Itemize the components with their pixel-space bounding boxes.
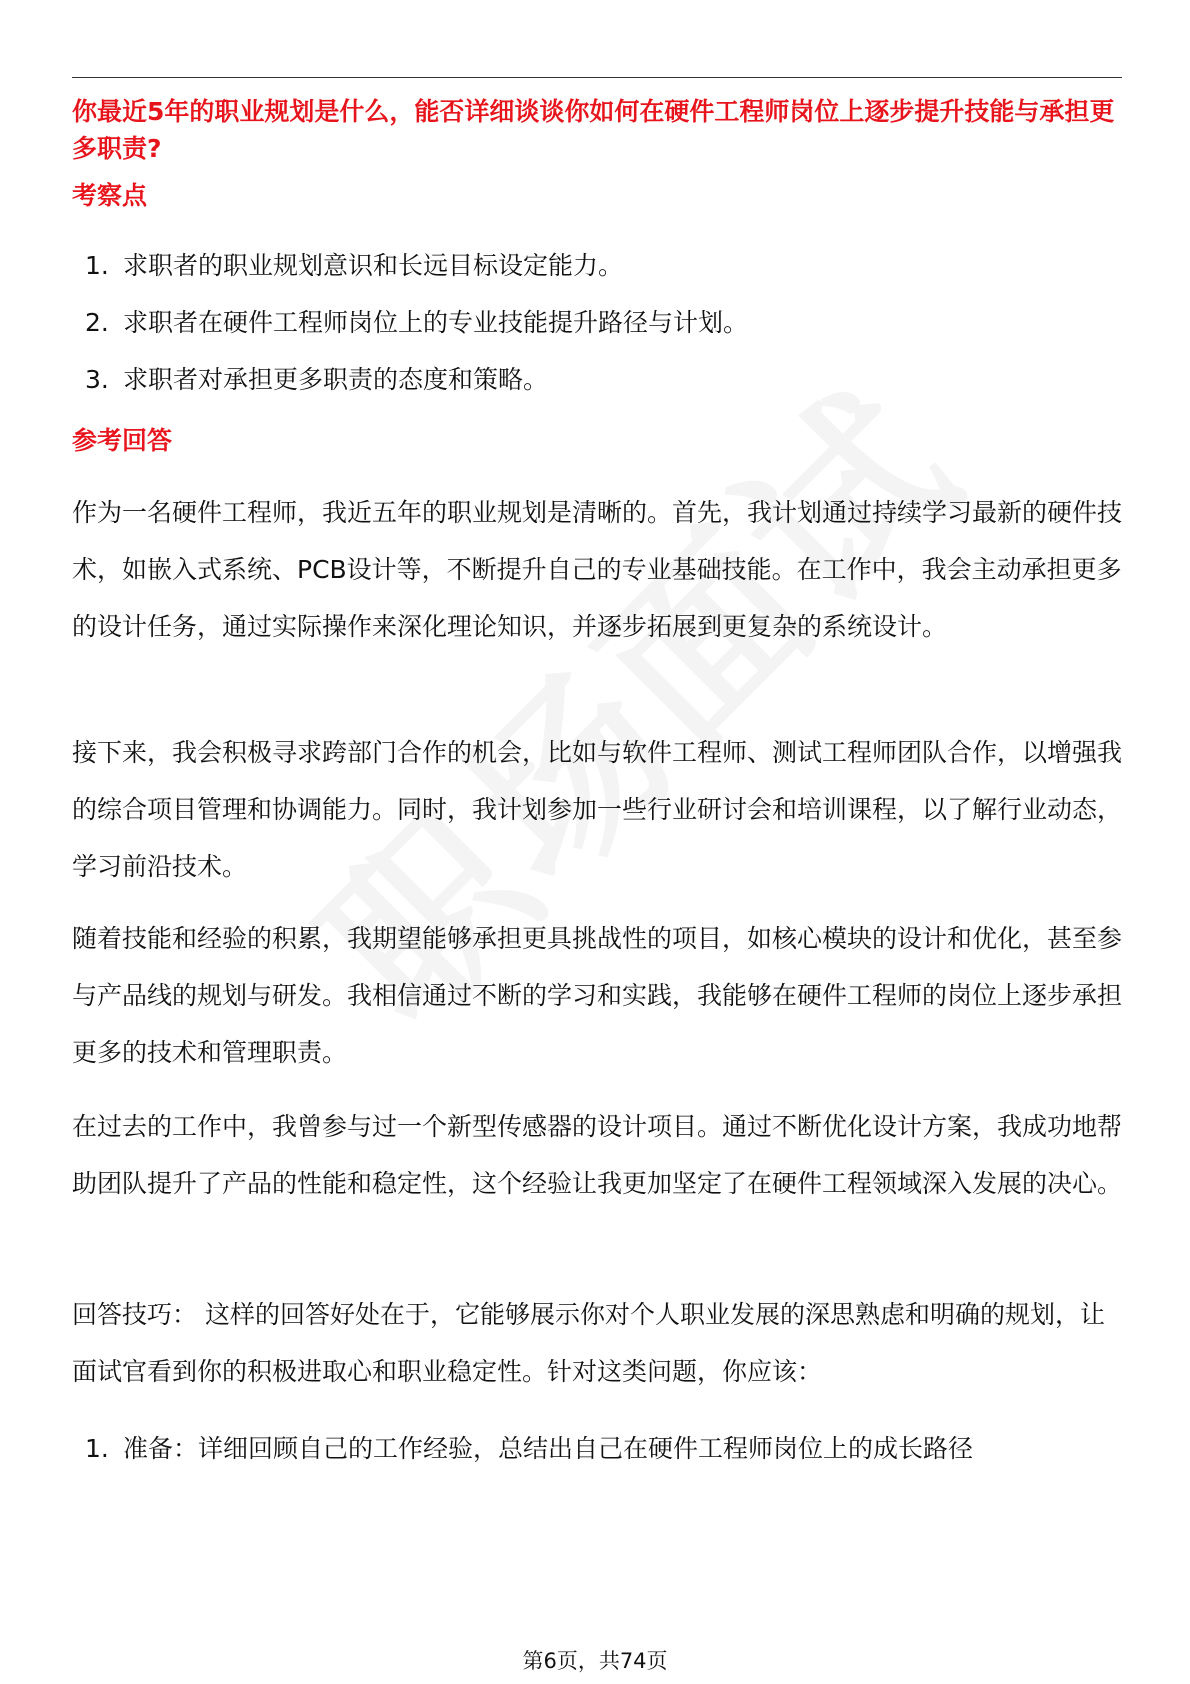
answer-paragraph: 作为一名硬件工程师，我近五年的职业规划是清晰的。首先，我计划通过持续学习最新的硬件技术，如嵌入式系统、PCB设计等，不断提升自己的专业基础技能。在工作中，我会主动承担更多的设计任务，通过实际操作来深化理论知识，并逐步拓展到更复杂的系统设计。: [72, 498, 1123, 641]
tips-list: [85, 1420, 1125, 1477]
list-number: 1.: [85, 1434, 109, 1463]
list-text: 求职者对承担更多职责的态度和策略。: [123, 365, 549, 394]
answer-paragraph: 在过去的工作中，我曾参与过一个新型传感器的设计项目。通过不断优化设计方案，我成功地帮助团队提升了产品的性能和稳定性，这个经验让我更加坚定了在硬件工程领域深入发展的决心。: [72, 1112, 1123, 1198]
list-text: 求职者的职业规划意识和长远目标设定能力。: [123, 251, 624, 280]
list-item: [85, 294, 1125, 351]
page-footer: 第6页，共74页: [522, 1649, 668, 1673]
top-divider: [72, 77, 1122, 78]
answer-paragraph: 随着技能和经验的积累，我期望能够承担更具挑战性的项目，如核心模块的设计和优化，甚至参与产品线的规划与研发。我相信通过不断的学习和实践，我能够在硬件工程师的岗位上逐步承担更多的技术和管理职责。: [72, 924, 1123, 1067]
list-number: 1.: [85, 251, 109, 280]
list-number: 3.: [85, 365, 109, 394]
list-text: 求职者在硬件工程师岗位上的专业技能提升路径与计划。: [123, 308, 749, 337]
answer-paragraph: 接下来，我会积极寻求跨部门合作的机会，比如与软件工程师、测试工程师团队合作，以增强我的综合项目管理和协调能力。同时，我计划参加一些行业研讨会和培训课程，以了解行业动态，学习前沿技术。: [72, 738, 1123, 881]
assessment-list: [85, 237, 1125, 408]
list-number: 2.: [85, 308, 109, 337]
section-heading-answer: 参考回答: [72, 426, 173, 455]
list-item: [85, 1420, 1125, 1477]
section-heading-assessment: 考察点: [72, 181, 148, 210]
tips-paragraph: 回答技巧： 这样的回答好处在于，它能够展示你对个人职业发展的深思熟虑和明确的规划，让面试官看到你的积极进取心和职业稳定性。针对这类问题，你应该：: [72, 1300, 1105, 1386]
list-text: 准备：详细回顾自己的工作经验，总结出自己在硬件工程师岗位上的成长路径: [123, 1434, 974, 1463]
list-item: [85, 237, 1125, 294]
list-item: [85, 351, 1125, 408]
question-title: 你最近5年的职业规划是什么，能否详细谈谈你如何在硬件工程师岗位上逐步提升技能与承担更多职责?: [72, 97, 1115, 163]
